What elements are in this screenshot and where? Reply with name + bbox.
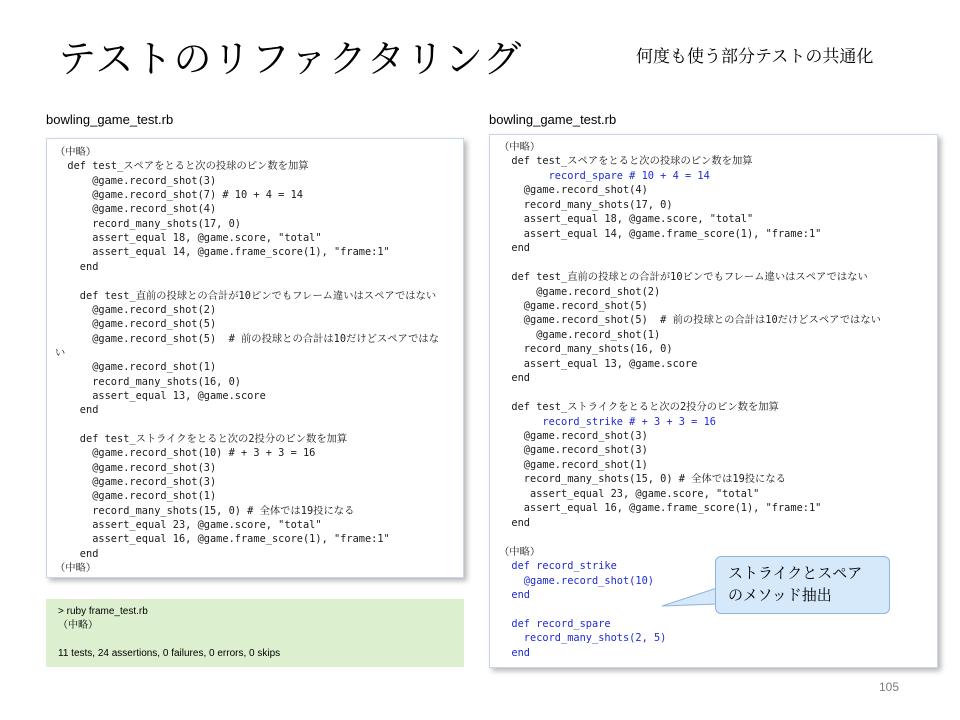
code-line: def test_直前の投球との合計が10ピンでもフレーム違いはスペアではない xyxy=(499,271,868,284)
code-line: @game.record_shot(3) xyxy=(499,444,648,457)
code-line-added: record_strike # + 3 + 3 = 16 xyxy=(499,415,716,428)
code-line: end xyxy=(499,516,530,529)
left-code-panel xyxy=(46,138,464,578)
result-line: 11 tests, 24 assertions, 0 failures, 0 errors, 0 skips xyxy=(58,648,281,659)
left-filename: bowling_game_test.rb xyxy=(46,112,174,127)
code-line: （中略） xyxy=(55,146,97,158)
code-line: @game.record_shot(3) xyxy=(55,461,217,474)
code-line: assert_equal 13, @game.score xyxy=(55,389,266,402)
code-line: assert_equal 18, @game.score, "total" xyxy=(499,213,754,226)
code-line: @game.record_shot(4) xyxy=(55,203,217,216)
code-line: record_many_shots(17, 0) xyxy=(55,217,241,230)
code-line-added: def record_spare xyxy=(499,617,611,630)
code-line: record_many_shots(17, 0) xyxy=(499,198,673,211)
code-line: def test_スペアをとると次の投球のピン数を加算 xyxy=(499,155,753,168)
code-line: （中略） xyxy=(499,545,541,558)
test-result-panel xyxy=(46,599,464,667)
code-line: @game.record_shot(1) xyxy=(499,458,648,471)
callout-pointer xyxy=(662,586,722,610)
code-line: @game.record_shot(2) xyxy=(499,285,661,298)
code-line: @game.record_shot(5) # 前の投球との合計は10だけどスペアではな xyxy=(55,332,440,345)
callout-bubble xyxy=(715,556,890,614)
code-line: assert_equal 23, @game.score, "total" xyxy=(499,487,760,500)
callout-text: ストライクとスペア xyxy=(728,564,863,582)
code-line: @game.record_shot(10) # + 3 + 3 = 16 xyxy=(55,447,316,460)
code-line: end xyxy=(499,372,530,385)
code-line: @game.record_shot(2) xyxy=(55,303,217,316)
code-line: @game.record_shot(1) xyxy=(55,490,217,503)
code-line: @game.record_shot(3) xyxy=(55,174,217,187)
result-line: > ruby frame_test.rb xyxy=(58,606,148,617)
code-line: assert_equal 14, @game.frame_score(1), "frame:1" xyxy=(55,246,390,259)
code-line-added: end xyxy=(499,646,530,659)
code-line: @game.record_shot(7) # 10 + 4 = 14 xyxy=(55,189,303,202)
right-filename: bowling_game_test.rb xyxy=(489,112,617,127)
code-line-added: end xyxy=(499,588,530,601)
code-line: assert_equal 23, @game.score, "total" xyxy=(55,519,322,532)
code-line: @game.record_shot(1) xyxy=(55,361,217,374)
code-line: assert_equal 16, @game.frame_score(1), "frame:1" xyxy=(499,502,822,515)
code-line: def test_スペアをとると次の投球のピン数を加算 xyxy=(55,160,309,173)
code-line-added: record_many_shots(2, 5) xyxy=(499,632,667,645)
code-line: end xyxy=(55,547,99,560)
code-line-added: def record_strike xyxy=(499,560,617,573)
code-line: （中略） xyxy=(499,141,541,153)
code-line: def test_ストライクをとると次の2投分のピン数を加算 xyxy=(55,433,348,445)
slide-title: テストのリファクタリング xyxy=(58,37,523,81)
code-line: @game.record_shot(3) xyxy=(55,476,217,489)
code-line: end xyxy=(55,404,99,417)
code-line: い xyxy=(55,346,66,359)
code-line-added: @game.record_shot(10) xyxy=(499,574,654,587)
code-line: @game.record_shot(3) xyxy=(499,430,648,442)
code-line: record_many_shots(15, 0) # 全体では19投になる xyxy=(55,504,355,517)
code-line: @game.record_shot(4) xyxy=(499,184,648,197)
code-line: record_many_shots(16, 0) xyxy=(55,375,241,388)
page-number: 105 xyxy=(879,680,900,694)
code-line: assert_equal 16, @game.frame_score(1), "frame:1" xyxy=(55,533,390,546)
code-line-added: record_spare # 10 + 4 = 14 xyxy=(499,169,710,182)
callout-text: のメソッド抽出 xyxy=(728,586,832,604)
slide-subtitle: 何度も使う部分テストの共通化 xyxy=(636,47,874,67)
result-line: （中略） xyxy=(58,620,98,631)
code-line: @game.record_shot(5) xyxy=(499,299,648,312)
code-line: @game.record_shot(1) xyxy=(499,328,661,341)
code-line: assert_equal 18, @game.score, "total" xyxy=(55,232,322,245)
code-line: record_many_shots(15, 0) # 全体では19投になる xyxy=(499,473,786,486)
code-line: end xyxy=(499,242,530,255)
code-line: （中略） xyxy=(55,562,97,575)
code-line: end xyxy=(55,260,99,273)
code-line: assert_equal 14, @game.frame_score(1), "frame:1" xyxy=(499,227,822,240)
code-line: assert_equal 13, @game.score xyxy=(499,357,698,370)
code-line: record_many_shots(16, 0) xyxy=(499,343,673,356)
code-line: @game.record_shot(5) # 前の投球との合計は10だけどスペアではない xyxy=(499,314,881,327)
code-line: @game.record_shot(5) xyxy=(55,318,217,331)
code-line: def test_ストライクをとると次の2投分のピン数を加算 xyxy=(499,401,779,414)
code-line: def test_直前の投球との合計が10ピンでもフレーム違いはスペアではない xyxy=(55,289,437,302)
